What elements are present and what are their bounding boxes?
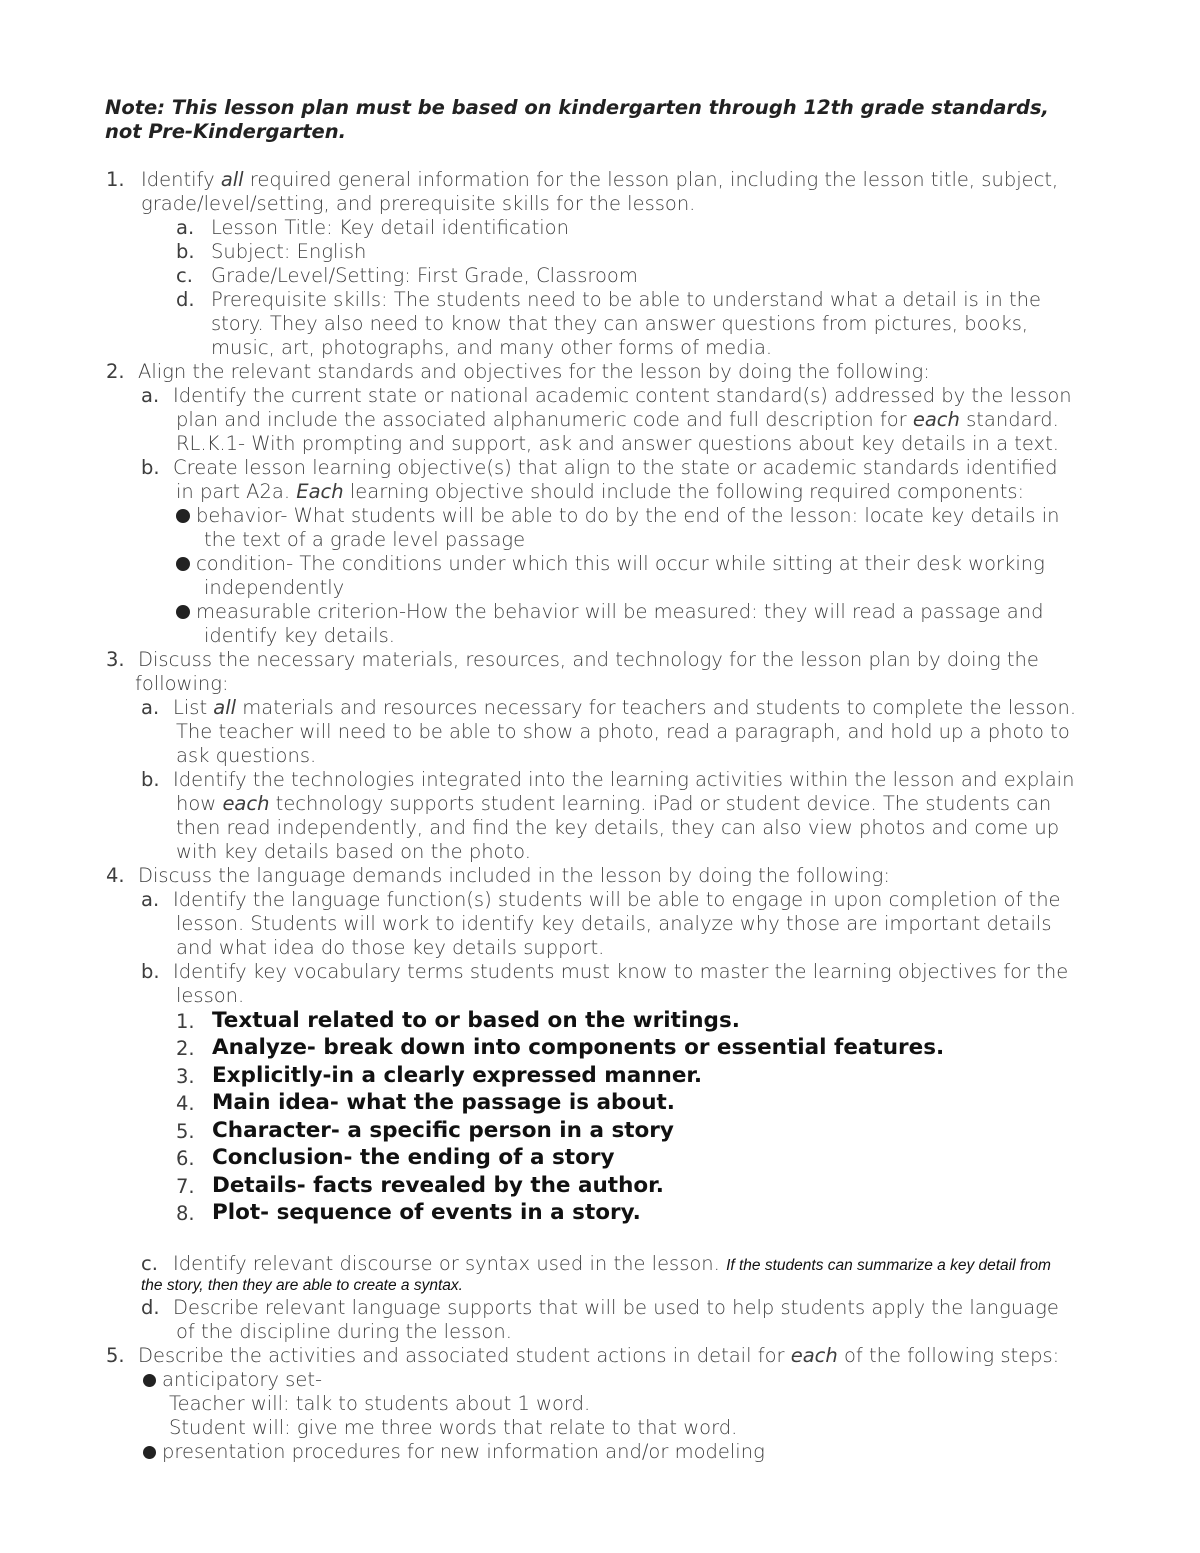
vocab-number: 1. bbox=[176, 1010, 195, 1033]
emphasis: all bbox=[213, 696, 237, 719]
text: presentation procedures for new information and/or modeling bbox=[162, 1440, 765, 1463]
language-supports-line-2: of the discipline during the lesson. bbox=[176, 1320, 512, 1343]
answer-text: If the students can summarize a key detail from bbox=[726, 1257, 1051, 1274]
language-supports-line-1: Describe relevant language supports that will be used to help students apply the language bbox=[173, 1296, 1059, 1319]
vocab-number: 4. bbox=[176, 1092, 195, 1115]
text: learning objective should include the following required components: bbox=[343, 480, 1025, 503]
bullet-icon bbox=[176, 605, 190, 619]
vocab-item: Main idea- what the passage is about. bbox=[212, 1090, 675, 1115]
text: condition- The conditions under which this will occur while sitting at their desk working bbox=[196, 552, 1045, 575]
emphasis: each bbox=[222, 792, 270, 815]
lesson-title: Lesson Title: Key detail identification bbox=[211, 216, 569, 239]
criterion-bullet bbox=[176, 600, 1043, 624]
list-label: a. bbox=[141, 888, 160, 911]
emphasis: each bbox=[790, 1344, 838, 1367]
text: standard. bbox=[959, 408, 1059, 431]
language-function-line-2: lesson. Students will work to identify key details, analyze why those are important details bbox=[176, 912, 1052, 935]
list-label: c. bbox=[176, 264, 193, 287]
list-label: d. bbox=[176, 288, 195, 311]
text: plan and include the associated alphanumeric code and full description for bbox=[176, 408, 913, 431]
vocab-item: Details- facts revealed by the author. bbox=[212, 1173, 664, 1198]
section-1-line-2: grade/level/setting, and prerequisite skills for the lesson. bbox=[141, 192, 696, 215]
standards-line-1: Identify the current state or national academic content standard(s) addressed by the lesson bbox=[173, 384, 1072, 407]
vocab-item: Plot- sequence of events in a story. bbox=[212, 1200, 641, 1225]
technology-line-3: then read independently, and find the key details, they can also view photos and come up bbox=[176, 816, 1060, 839]
section-5-number: 5. bbox=[106, 1344, 125, 1367]
note-line-2: not Pre-Kindergarten. bbox=[105, 120, 347, 143]
vocab-item: Conclusion- the ending of a story bbox=[212, 1145, 615, 1170]
section-3-line-1: Discuss the necessary materials, resources, and technology for the lesson plan by doing the bbox=[138, 648, 1039, 671]
text: materials and resources necessary for teachers and students to complete the lesson. bbox=[236, 696, 1077, 719]
vocab-number: 8. bbox=[176, 1202, 195, 1225]
objective-line-2 bbox=[176, 480, 1024, 504]
section-2-line-1: Align the relevant standards and objectives for the lesson by doing the following: bbox=[138, 360, 930, 383]
text: of the following steps: bbox=[837, 1344, 1060, 1367]
section-2-number: 2. bbox=[106, 360, 125, 383]
bullet-icon bbox=[176, 509, 190, 523]
vocab-item: Analyze- break down into components or essential features. bbox=[212, 1035, 945, 1060]
section-3-number: 3. bbox=[106, 648, 125, 671]
section-4-number: 4. bbox=[106, 864, 125, 887]
standard-code: RL.K.1- With prompting and support, ask and answer questions about key details in a text. bbox=[176, 432, 1059, 455]
student-will: Student will: give me three words that relate to that word. bbox=[169, 1416, 738, 1439]
list-label: b. bbox=[141, 768, 160, 791]
prerequisite-line-1: Prerequisite skills: The students need to be able to understand what a detail is in the bbox=[211, 288, 1041, 311]
list-label: d. bbox=[141, 1296, 160, 1319]
bullet-icon bbox=[176, 557, 190, 571]
text: how bbox=[176, 792, 223, 815]
note-line-1: Note: This lesson plan must be based on kindergarten through 12th grade standards, bbox=[105, 96, 1049, 119]
list-label: a. bbox=[141, 384, 160, 407]
list-label: c. bbox=[141, 1252, 158, 1275]
behavior-line-2: the text of a grade level passage bbox=[204, 528, 526, 551]
vocab-number: 7. bbox=[176, 1175, 195, 1198]
list-label: a. bbox=[141, 696, 160, 719]
text: List bbox=[173, 696, 214, 719]
standards-line-2 bbox=[176, 408, 1059, 432]
vocab-item: Textual related to or based on the writings. bbox=[212, 1008, 740, 1033]
list-label: b. bbox=[141, 456, 160, 479]
section-5-line-1 bbox=[138, 1344, 1059, 1368]
vocab-number: 2. bbox=[176, 1037, 195, 1060]
teacher-will: Teacher will: talk to students about 1 word. bbox=[169, 1392, 591, 1415]
behavior-bullet bbox=[176, 504, 1059, 528]
list-label: b. bbox=[141, 960, 160, 983]
vocab-item: Explicitly-in a clearly expressed manner. bbox=[212, 1063, 703, 1088]
criterion-line-2: identify key details. bbox=[204, 624, 395, 647]
technology-line-2 bbox=[176, 792, 1051, 816]
emphasis: all bbox=[220, 168, 244, 191]
vocabulary-line-1: Identify key vocabulary terms students must know to master the learning objectives for the bbox=[173, 960, 1069, 983]
section-4-line-1: Discuss the language demands included in the lesson by doing the following: bbox=[138, 864, 890, 887]
text: anticipatory set- bbox=[162, 1368, 323, 1391]
technology-line-4: with key details based on the photo. bbox=[176, 840, 531, 863]
prerequisite-line-3: music, art, photographs, and many other forms of media. bbox=[211, 336, 773, 359]
emphasis: each bbox=[912, 408, 960, 431]
condition-bullet bbox=[176, 552, 1045, 576]
discourse-line-2: the story, then they are able to create a syntax. bbox=[141, 1277, 463, 1294]
list-label: a. bbox=[176, 216, 195, 239]
text: Describe the activities and associated student actions in detail for bbox=[138, 1344, 791, 1367]
discourse-line-1 bbox=[173, 1252, 1051, 1278]
grade-level-setting: Grade/Level/Setting: First Grade, Classroom bbox=[211, 264, 638, 287]
anticipatory-set-bullet bbox=[143, 1368, 322, 1392]
materials-line-3: ask questions. bbox=[176, 744, 317, 767]
language-function-line-3: and what idea do those key details support. bbox=[176, 936, 605, 959]
vocab-item: Character- a specific person in a story bbox=[212, 1118, 674, 1143]
vocab-number: 5. bbox=[176, 1120, 195, 1143]
section-1-number: 1. bbox=[106, 168, 125, 191]
text: Identify bbox=[141, 168, 221, 191]
vocab-number: 6. bbox=[176, 1147, 195, 1170]
technology-line-1: Identify the technologies integrated into the learning activities within the lesson and explain bbox=[173, 768, 1075, 791]
subject: Subject: English bbox=[211, 240, 367, 263]
text: Identify relevant discourse or syntax used in the lesson. bbox=[173, 1252, 727, 1275]
language-function-line-1: Identify the language function(s) students will be able to engage in upon completion of the bbox=[173, 888, 1061, 911]
text: required general information for the lesson plan, including the lesson title, subject, bbox=[243, 168, 1059, 191]
materials-line-1 bbox=[173, 696, 1076, 720]
vocab-number: 3. bbox=[176, 1065, 195, 1088]
bullet-icon bbox=[143, 1446, 156, 1459]
vocabulary-line-2: lesson. bbox=[176, 984, 245, 1007]
materials-line-2: The teacher will need to be able to show a photo, read a paragraph, and hold up a photo to bbox=[176, 720, 1070, 743]
section-3-line-2: following: bbox=[135, 672, 229, 695]
presentation-bullet bbox=[143, 1440, 765, 1464]
list-label: b. bbox=[176, 240, 195, 263]
text: behavior- What students will be able to do by the end of the lesson: locate key details in bbox=[196, 504, 1060, 527]
prerequisite-line-2: story. They also need to know that they can answer questions from pictures, books, bbox=[211, 312, 1029, 335]
text: in part A2a. bbox=[176, 480, 297, 503]
section-1-line-1 bbox=[141, 168, 1058, 192]
bullet-icon bbox=[143, 1374, 156, 1387]
text: technology supports student learning. iPad or student device. The students can bbox=[269, 792, 1052, 815]
emphasis: Each bbox=[296, 480, 344, 503]
condition-line-2: independently bbox=[204, 576, 345, 599]
objective-line-1: Create lesson learning objective(s) that align to the state or academic standards identified bbox=[173, 456, 1058, 479]
text: measurable criterion-How the behavior will be measured: they will read a passage and bbox=[196, 600, 1044, 623]
